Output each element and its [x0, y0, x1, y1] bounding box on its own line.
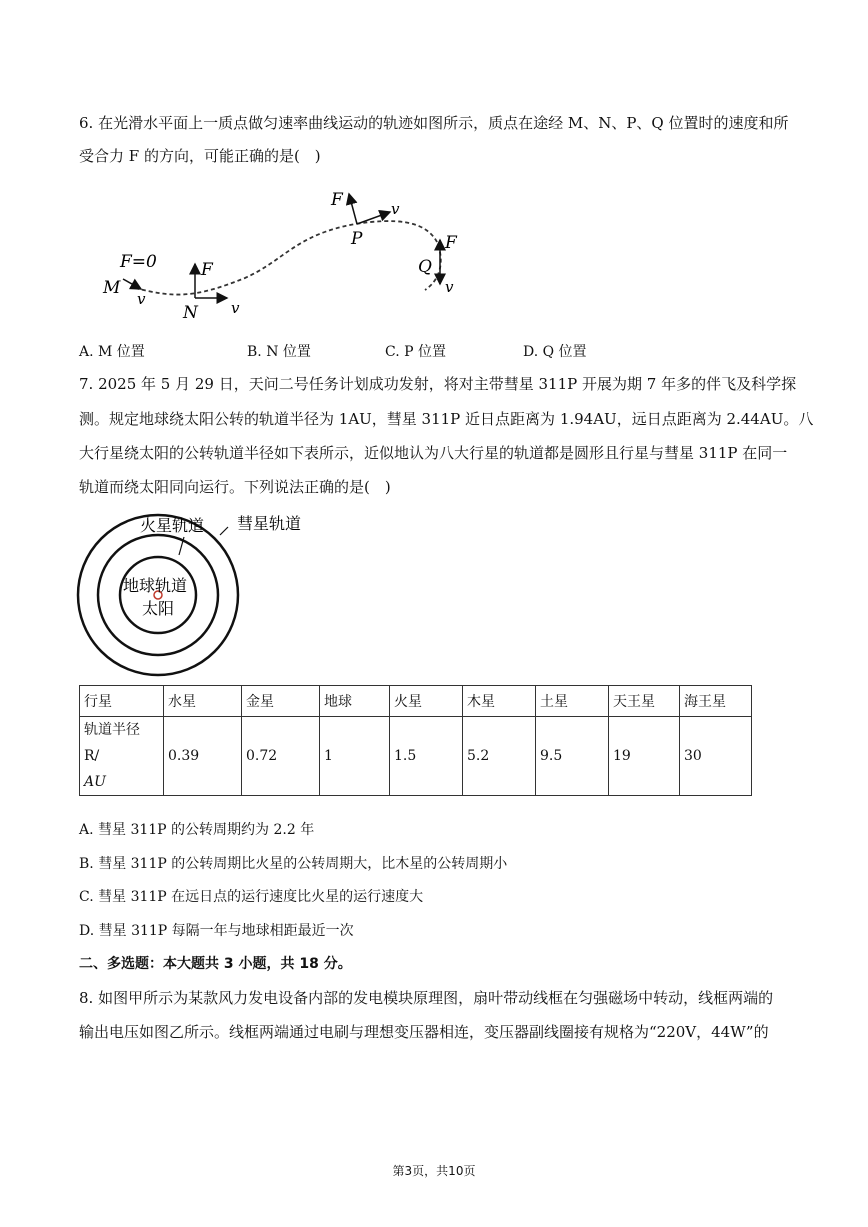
q7-line-4: 轨道而绕太阳同向运行。下列说法正确的是( ) — [79, 478, 391, 496]
table-cell: 1 — [320, 717, 390, 796]
label-comet-orbit: 彗星轨道 — [237, 514, 302, 533]
row-label-line-2: AU — [84, 774, 106, 790]
q7-line-2: 测。规定地球绕太阳公转的轨道半径为 1AU，彗星 311P 近日点距离为 1.94AU，远日点距离为 2.44AU。八 — [79, 410, 814, 428]
q6-line-1: 6. 在光滑水平面上一质点做匀速率曲线运动的轨迹如图所示，质点在途经 M、N、P、Q 位置时的速度和所 — [79, 114, 789, 132]
table-cell: 19 — [609, 717, 680, 796]
planet-orbit-table — [79, 685, 752, 796]
q6-trajectory-figure — [95, 180, 475, 320]
trajectory-curve — [135, 221, 441, 294]
q6-option-b: B. N 位置 — [247, 344, 311, 360]
section-heading: 二、多选题：本大题共 3 小题，共 18 分。 — [79, 956, 352, 972]
q8-line-2: 输出电压如图乙所示。线框两端通过电刷与理想变压器相连，变压器副线圈接有规格为“220V，44W”的 — [79, 1023, 769, 1041]
table-cell: 天王星 — [609, 686, 680, 717]
p-force-arrow — [349, 194, 357, 224]
q7-orbit-figure — [70, 505, 340, 685]
table-cell: 5.2 — [463, 717, 536, 796]
q7-option-b: B. 彗星 311P 的公转周期比火星的公转周期大，比木星的公转周期小 — [79, 856, 508, 872]
label-p: P — [351, 229, 363, 249]
table-cell: 水星 — [164, 686, 242, 717]
comet-label-pointer — [220, 527, 228, 535]
label-m: M — [103, 278, 121, 298]
q7-option-c: C. 彗星 311P 在远日点的运行速度比火星的运行速度大 — [79, 889, 424, 905]
table-cell: 0.39 — [164, 717, 242, 796]
table-cell: 9.5 — [536, 717, 609, 796]
table-cell: 木星 — [463, 686, 536, 717]
label-mars-orbit: 火星轨道 — [140, 516, 205, 535]
table-row — [80, 717, 752, 796]
page-footer: 第3页，共10页 — [392, 1164, 476, 1178]
label-f-q: F — [445, 233, 457, 253]
q8-line-1: 8. 如图甲所示为某款风力发电设备内部的发电模块原理图，扇叶带动线框在匀强磁场中转动，线框两端的 — [79, 989, 774, 1007]
label-f-n: F — [201, 260, 213, 280]
table-cell: 火星 — [390, 686, 463, 717]
q6-line-2: 受合力 F 的方向，可能正确的是( ) — [79, 147, 321, 165]
q6-option-d: D. Q 位置 — [523, 344, 587, 360]
table-cell: 行星 — [80, 686, 164, 717]
table-cell: 30 — [680, 717, 752, 796]
row-label-line-1: 轨道半径 R/ — [84, 722, 140, 764]
q7-option-d: D. 彗星 311P 每隔一年与地球相距最近一次 — [79, 923, 354, 939]
label-f-p: F — [331, 190, 343, 210]
label-earth-orbit: 地球轨道 — [123, 576, 188, 595]
table-cell: 金星 — [242, 686, 320, 717]
table-cell: 1.5 — [390, 717, 463, 796]
q7-line-3: 大行星绕太阳的公转轨道半径如下表所示，近似地认为八大行星的轨道都是圆形且行星与彗星 311P 在同一 — [79, 444, 788, 462]
q7-option-a: A. 彗星 311P 的公转周期约为 2.2 年 — [79, 822, 315, 838]
table-cell: 地球 — [320, 686, 390, 717]
table-cell: 海王星 — [680, 686, 752, 717]
label-sun: 太阳 — [142, 599, 175, 618]
q6-option-c: C. P 位置 — [385, 344, 446, 360]
label-f0: F=0 — [120, 252, 157, 272]
label-v-n: v — [231, 299, 240, 317]
m-velocity-arrow — [123, 279, 141, 289]
table-header-row — [80, 686, 752, 717]
label-v-p: v — [391, 200, 400, 218]
label-q: Q — [418, 257, 432, 277]
q6-option-a: A. M 位置 — [79, 344, 145, 360]
table-row-label — [80, 717, 164, 796]
q7-line-1: 7. 2025 年 5 月 29 日，天问二号任务计划成功发射，将对主带彗星 311P 开展为期 7 年多的伴飞及科学探 — [79, 375, 797, 393]
label-n: N — [183, 303, 198, 320]
label-v-q: v — [445, 278, 454, 296]
label-v-m: v — [137, 290, 146, 308]
table-cell: 土星 — [536, 686, 609, 717]
table-cell: 0.72 — [242, 717, 320, 796]
